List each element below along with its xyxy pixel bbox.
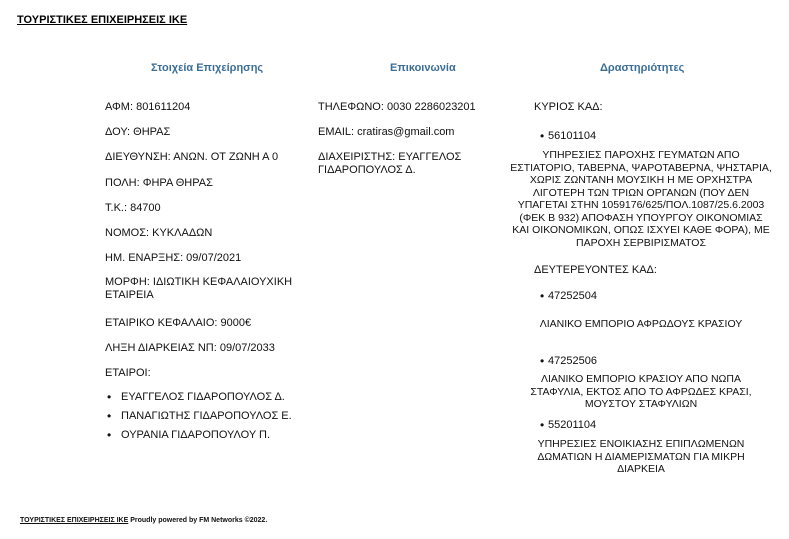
kad-description: ΥΠΗΡΕΣΙΕΣ ΠΑΡΟΧΗΣ ΓΕΥΜΑΤΩΝ ΑΠΟ ΕΣΤΙΑΤΟΡΙΟ, ΤΑΒΕΡΝΑ, ΨΑΡΟΤΑΒΕΡΝΑ, ΨΗΣΤΑΡΙΑ, ΧΩΡΙΣ ΖΩΝΤΑΝΗ ΜΟΥΣΙΚΗ Η ΜΕ ΟΡΧΗΣΤΡΑ ΛΙΓΟΤΕΡΗ ΤΩΝ ΤΡΙΩΝ ΟΡΓΑΝΩΝ (ΠΟΥ ΔΕΝ ΥΠΑΓΕΤΑΙ ΣΤΗΝ 1059176/625/ΠΟΛ.1087/25.6.2003 (ΦΕΚ Β 932) ΑΠΟΦΑΣΗ ΥΠΟΥΡΓΟΥ ΟΙΚΟΝΟΜΙΑΣ ΚΑΙ ΟΙΚΟΝΟΜΙΚΩΝ, ΟΠΩΣ ΙΣΧΥΕΙ ΚΑΘΕ ΦΟΡΑ), ΜΕ ΠΑΡΟΧΗ ΣΕΡΒΙΡΙΣΜΑΤΟΣ bbox=[510, 149, 772, 249]
phone-field: ΤΗΛΕΦΩΝΟ: 0030 2286023201 bbox=[318, 101, 476, 113]
contact-heading: Επικοινωνία bbox=[390, 62, 456, 74]
kad-code: • 47252506 bbox=[548, 355, 597, 367]
partner-item: • ΠΑΝΑΓΙΩΤΗΣ ΓΙΔΑΡΟΠΟΥΛΟΣ Ε. bbox=[105, 410, 292, 429]
kad-code: • 47252504 bbox=[548, 290, 597, 302]
primary-kad-label: ΚΥΡΙΟΣ ΚΑΔ: bbox=[534, 101, 603, 113]
postal-code-field: Τ.Κ.: 84700 bbox=[105, 202, 161, 214]
activities-heading: Δραστηριότητες bbox=[600, 62, 685, 74]
company-form-field: ΜΟΡΦΗ: ΙΔΙΩΤΙΚΗ ΚΕΦΑΛΑΙΟΥΧΙΚΗ ΕΤΑΙΡΕΙΑ bbox=[105, 276, 293, 301]
footer bbox=[20, 517, 267, 524]
manager-field: ΔΙΑΧΕΙΡΙΣΤΗΣ: ΕΥΑΓΓΕΛΟΣ ΓΙΔΑΡΟΠΟΥΛΟΣ Δ. bbox=[318, 151, 462, 176]
capital-field: ΕΤΑΙΡΙΚΟ ΚΕΦΑΛΑΙΟ: 9000€ bbox=[105, 317, 252, 329]
kad-code: • 56101104 bbox=[548, 130, 596, 142]
partner-item: • ΕΥΑΓΓΕΛΟΣ ΓΙΔΑΡΟΠΟΥΛΟΣ Δ. bbox=[105, 391, 292, 410]
prefecture-field: ΝΟΜΟΣ: ΚΥΚΛΑΔΩΝ bbox=[105, 227, 213, 239]
doy-field: ΔΟΥ: ΘΗΡΑΣ bbox=[105, 126, 171, 138]
site-title[interactable]: ΤΟΥΡΙΣΤΙΚΕΣ ΕΠΙΧΕΙΡΗΣΕΙΣ ΙΚΕ bbox=[17, 14, 188, 26]
address-field: ΔΙΕΥΘΥΝΣΗ: ΑΝΩΝ. ΟΤ ΖΩΝΗ Α 0 bbox=[105, 151, 279, 163]
secondary-kad-label: ΔΕΥΤΕΡΕΥΟΝΤΕΣ ΚΑΔ: bbox=[534, 264, 657, 276]
email-field[interactable]: EMAIL: cratiras@gmail.com bbox=[318, 126, 455, 138]
expiry-field: ΛΗΞΗ ΔΙΑΡΚΕΙΑΣ ΝΠ: 09/07/2033 bbox=[105, 342, 275, 354]
kad-code: • 55201104 bbox=[548, 419, 596, 431]
business-details-heading: Στοιχεία Επιχείρησης bbox=[151, 62, 264, 74]
footer-credit: Proudly powered by FM Networks ©2022. bbox=[130, 517, 268, 524]
kad-description: ΛΙΑΝΙΚΟ ΕΜΠΟΡΙΟ ΑΦΡΩΔΟΥΣ ΚΡΑΣΙΟΥ bbox=[539, 318, 743, 330]
partners-label: ΕΤΑΙΡΟΙ: bbox=[105, 367, 151, 379]
start-date-field: ΗΜ. ΕΝΑΡΞΗΣ: 09/07/2021 bbox=[105, 252, 242, 264]
city-field: ΠΟΛΗ: ΦΗΡΑ ΘΗΡΑΣ bbox=[105, 177, 213, 189]
afm-field: ΑΦΜ: 801611204 bbox=[105, 101, 191, 113]
footer-title-link[interactable]: ΤΟΥΡΙΣΤΙΚΕΣ ΕΠΙΧΕΙΡΗΣΕΙΣ ΙΚΕ bbox=[20, 517, 129, 524]
partners-list bbox=[105, 391, 292, 448]
partner-item: • ΟΥΡΑΝΙΑ ΓΙΔΑΡΟΠΟΥΛΟΥ Π. bbox=[105, 429, 292, 448]
kad-description: ΛΙΑΝΙΚΟ ΕΜΠΟΡΙΟ ΚΡΑΣΙΟΥ ΑΠΟ ΝΩΠΑ ΣΤΑΦΥΛΙΑ, ΕΚΤΟΣ ΑΠΟ ΤΟ ΑΦΡΩΔΕΣ ΚΡΑΣΙ, ΜΟΥΣΤΟΥ ΣΤΑΦΥΛΙΩΝ bbox=[530, 373, 752, 410]
kad-description: ΥΠΗΡΕΣΙΕΣ ΕΝΟΙΚΙΑΣΗΣ ΕΠΙΠΛΩΜΕΝΩΝ ΔΩΜΑΤΙΩΝ Η ΔΙΑΜΕΡΙΣΜΑΤΩΝ ΓΙΑ ΜΙΚΡΗ ΔΙΑΡΚΕΙΑ bbox=[537, 438, 745, 475]
